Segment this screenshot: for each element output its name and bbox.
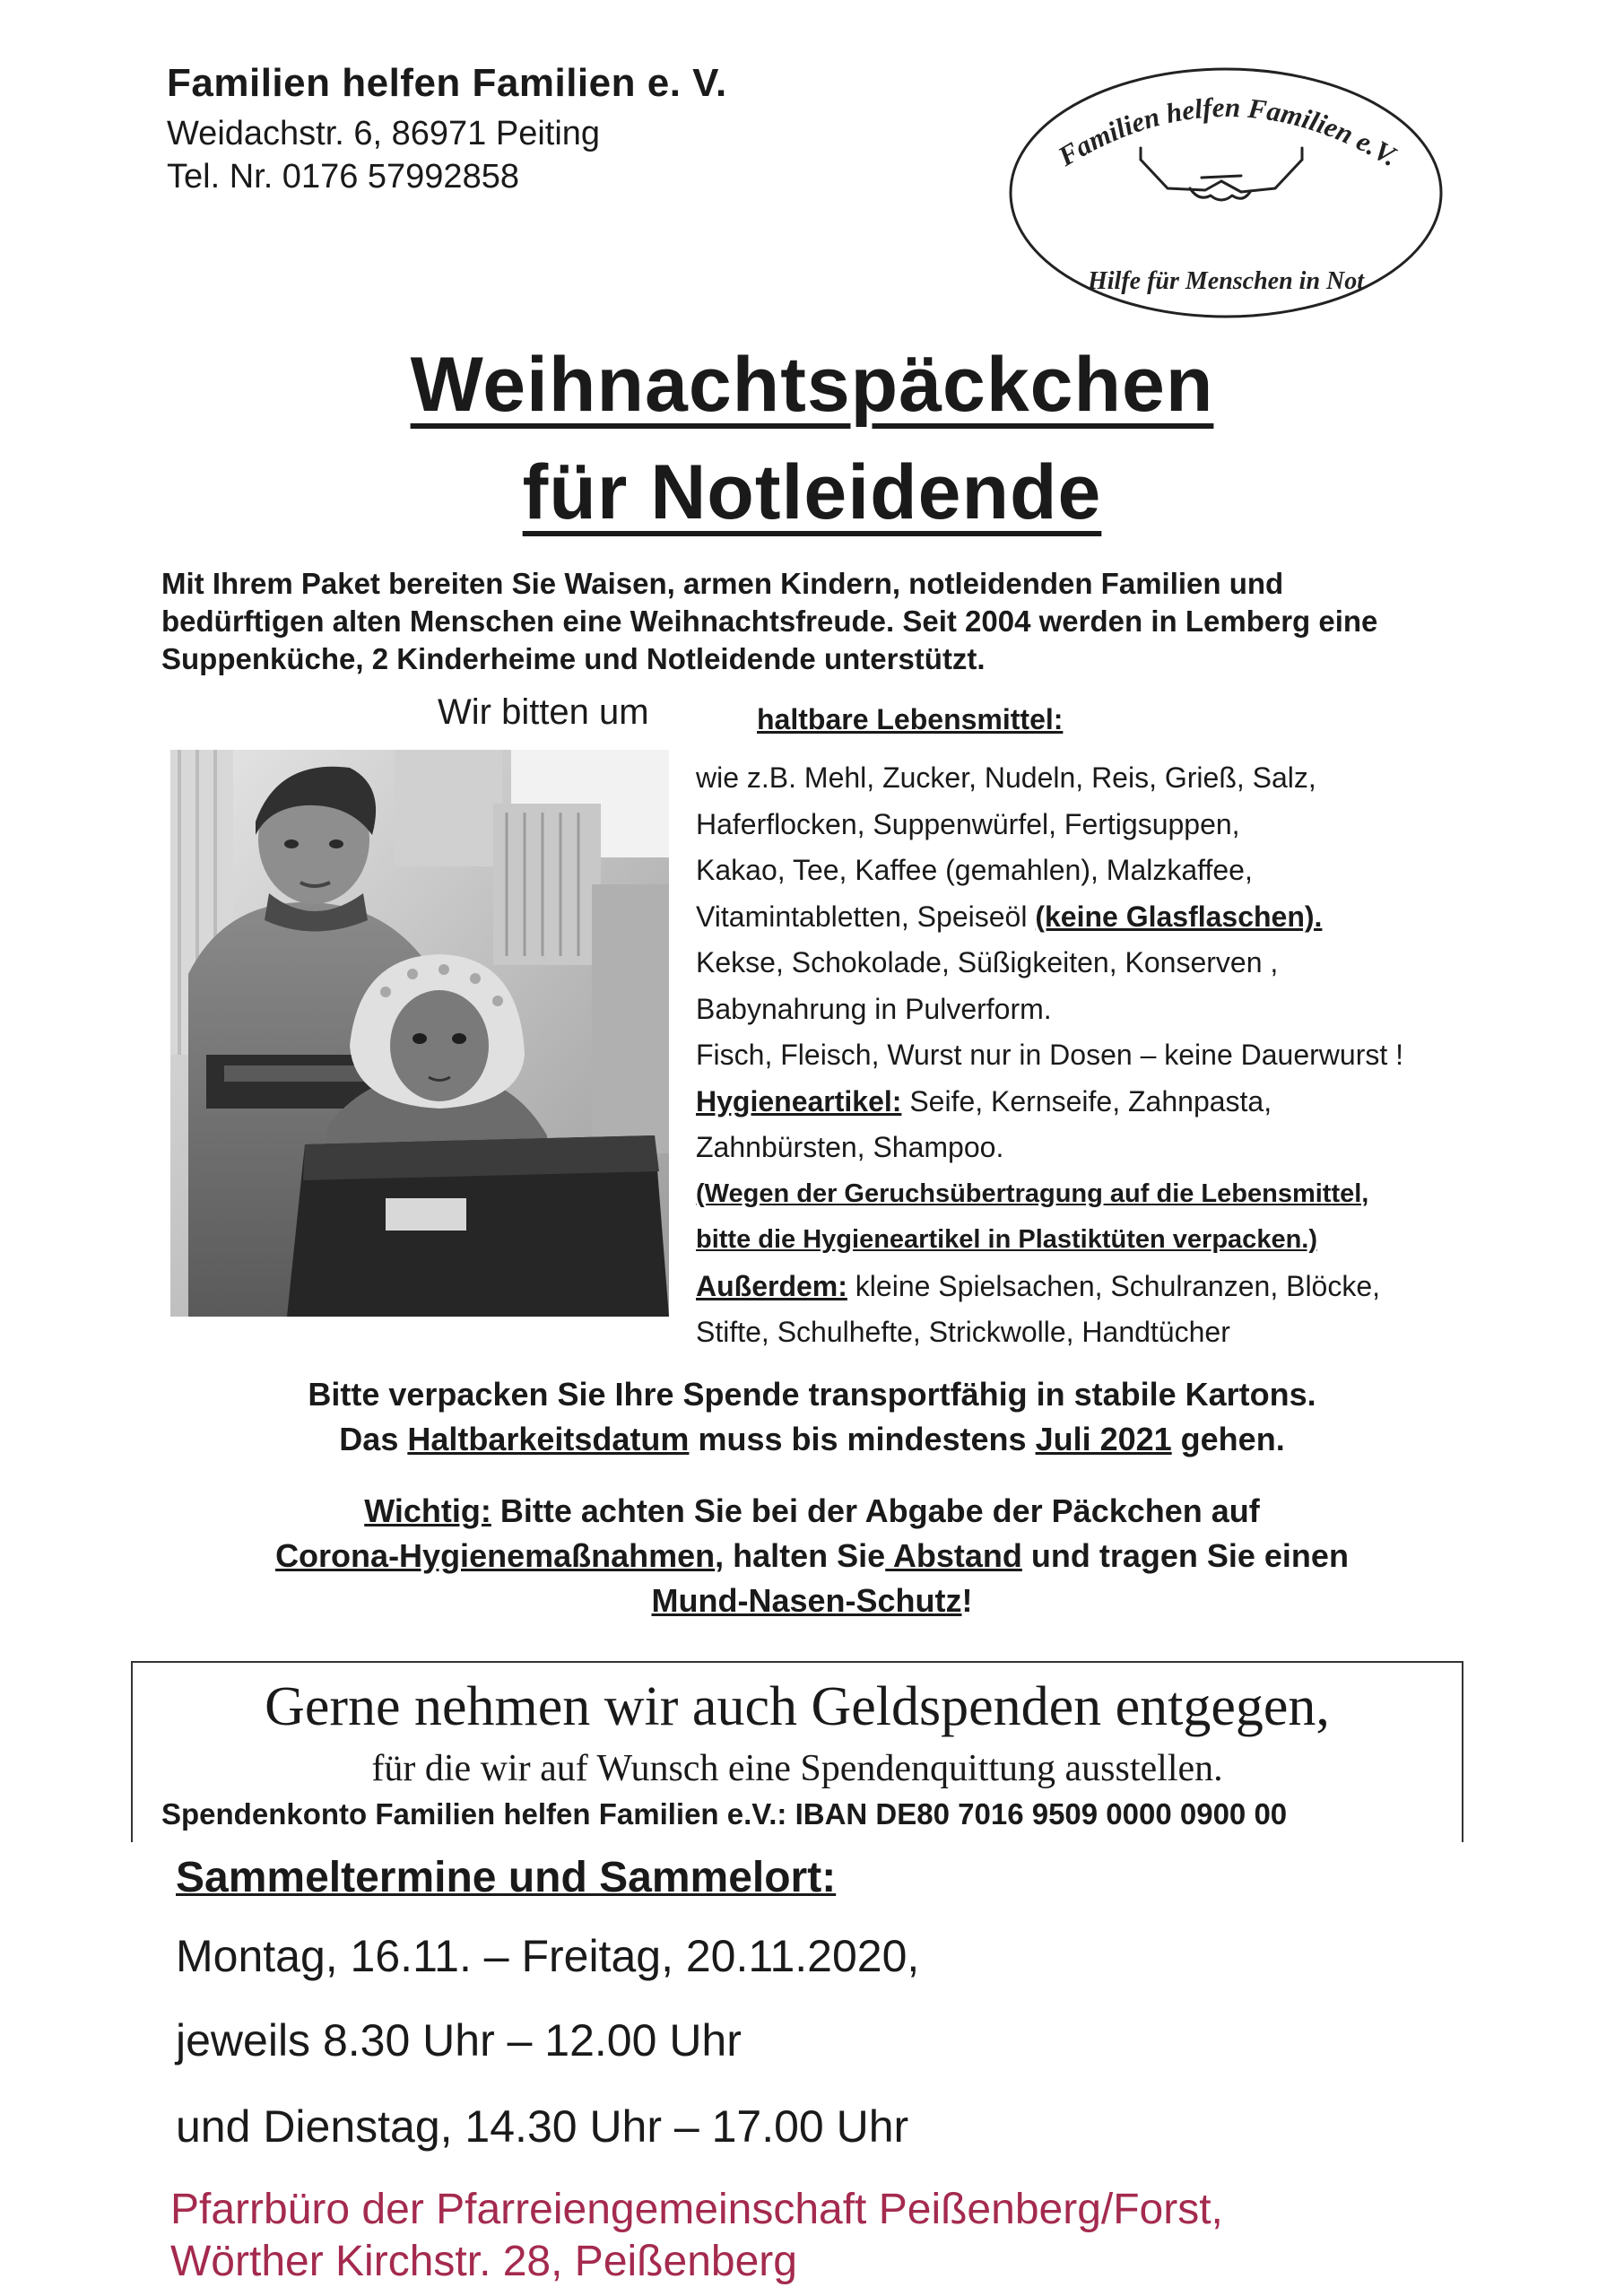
intro-paragraph <box>161 565 1471 678</box>
request-heading: haltbare Lebensmittel: <box>757 703 1064 735</box>
packing-text-c: muss bis mindestens <box>689 1421 1036 1457</box>
oil-text: Vitamintabletten, Speiseöl <box>696 900 1036 933</box>
intro-line-1: Mit Ihrem Paket bereiten Sie Waisen, armen Kindern, notleidenden Familien und <box>161 567 1284 600</box>
hygiene-note-1: (Wegen der Geruchsübertragung auf die Lebensmittel, <box>696 1178 1369 1208</box>
hygiene-text: Seife, Kernseife, Zahnpasta, <box>901 1084 1272 1118</box>
food-line-6: Babynahrung in Pulverform. <box>696 992 1052 1025</box>
extra-label: Außerdem: <box>696 1269 847 1302</box>
donation-headline: Gerne nehmen wir auch Geldspenden entgegen, <box>265 1676 1330 1737</box>
title-line-1: Weihnachtspäckchen <box>410 342 1214 428</box>
handshake-icon <box>1141 148 1302 200</box>
children-photo <box>170 750 669 1317</box>
hygiene-line-2: Zahnbürsten, Shampoo. <box>696 1131 1004 1163</box>
important-text-1: Bitte achten Sie bei der Abgabe der Päckchen auf <box>491 1492 1260 1529</box>
logo-bottom-text: Hilfe für Menschen in Not <box>1087 267 1365 295</box>
food-line-oil <box>696 894 1503 941</box>
hygiene-label: Hygieneartikel: <box>696 1084 902 1118</box>
collection-place-1: Pfarrbüro der Pfarreiengemeinschaft Peißenberg/Forst, <box>170 2186 1223 2233</box>
important-line-2 <box>0 1534 1624 1578</box>
packing-date: Juli 2021 <box>1035 1421 1172 1457</box>
extra-line-2: Stifte, Schulhefte, Strickwolle, Handtücher <box>696 1316 1230 1348</box>
intro-line-2: bedürftigen alten Menschen eine Weihnachtsfreude. Seit 2004 werden in Lemberg eine <box>161 604 1378 638</box>
extra-line-1 <box>696 1264 1503 1310</box>
food-line-7: Fisch, Fleisch, Wurst nur in Dosen – keine Dauerwurst ! <box>696 1039 1404 1071</box>
org-name: Familien helfen Familien e. V. <box>167 61 727 105</box>
extra-text: kleine Spielsachen, Schulranzen, Blöcke, <box>847 1269 1381 1302</box>
donation-subline: für die wir auf Wunsch eine Spendenquittung ausstellen. <box>371 1748 1223 1789</box>
collection-times-1: jeweils 8.30 Uhr – 12.00 Uhr <box>176 2015 742 2066</box>
request-lead: Wir bitten um <box>438 692 649 732</box>
svg-text:Familien helfen Familien e.V. <box>1052 91 1403 173</box>
donation-account: Spendenkonto Familien helfen Familien e.V.: IBAN DE80 7016 9509 0000 0900 00 <box>161 1797 1288 1831</box>
important-abstand: Abstand <box>885 1537 1022 1574</box>
packing-line-1: Bitte verpacken Sie Ihre Spende transportfähig in stabile Kartons. <box>308 1376 1316 1413</box>
food-line-5: Kekse, Schokolade, Süßigkeiten, Konserven , <box>696 946 1279 978</box>
org-phone: Tel. Nr. 0176 57992858 <box>167 158 519 196</box>
packing-line-2 <box>0 1417 1624 1462</box>
page-subtitle <box>0 448 1624 537</box>
important-line-1 <box>0 1489 1624 1534</box>
packing-expiry: Haltbarkeitsdatum <box>407 1421 690 1457</box>
important-end: ! <box>961 1582 973 1619</box>
important-corona: Corona-Hygienemaßnahmen <box>275 1537 716 1574</box>
org-logo <box>1006 63 1446 323</box>
collection-heading: Sammeltermine und Sammelort: <box>176 1854 837 1901</box>
food-line-3: Kakao, Tee, Kaffee (gemahlen), Malzkaffee, <box>696 854 1253 886</box>
title-line-2: für Notleidende <box>522 449 1102 535</box>
packing-text-a: Das <box>339 1421 408 1457</box>
collection-times-2: und Dienstag, 14.30 Uhr – 17.00 Uhr <box>176 2101 909 2152</box>
collection-place-2: Wörther Kirchstr. 28, Peißenberg <box>170 2238 797 2285</box>
org-address: Weidachstr. 6, 86971 Peiting <box>167 115 601 152</box>
food-line-1: wie z.B. Mehl, Zucker, Nudeln, Reis, Grieß, Salz, <box>696 761 1316 794</box>
food-line-2: Haferflocken, Suppenwürfel, Fertigsuppen, <box>696 807 1240 840</box>
important-text-3: und tragen Sie einen <box>1021 1537 1349 1574</box>
page-title <box>0 341 1624 430</box>
logo-top-text: Familien helfen Familien e.V. <box>1052 91 1404 173</box>
intro-line-3: Suppenküche, 2 Kinderheime und Notleidende unterstützt. <box>161 642 986 675</box>
hygiene-note-2: bitte die Hygieneartikel in Plastiktüten verpacken.) <box>696 1225 1317 1254</box>
important-mask: Mund-Nasen-Schutz <box>651 1582 962 1619</box>
important-text-2: , halten Sie <box>715 1537 886 1574</box>
packing-text-e: gehen. <box>1171 1421 1285 1457</box>
collection-dates: Montag, 16.11. – Freitag, 20.11.2020, <box>176 1931 920 1981</box>
oil-note: (keine Glasflaschen). <box>1035 900 1323 933</box>
item-list <box>696 755 1503 1356</box>
important-line-3 <box>0 1578 1624 1623</box>
important-label: Wichtig: <box>364 1492 491 1529</box>
donation-box <box>131 1661 1463 1842</box>
hygiene-line-1 <box>696 1079 1503 1126</box>
